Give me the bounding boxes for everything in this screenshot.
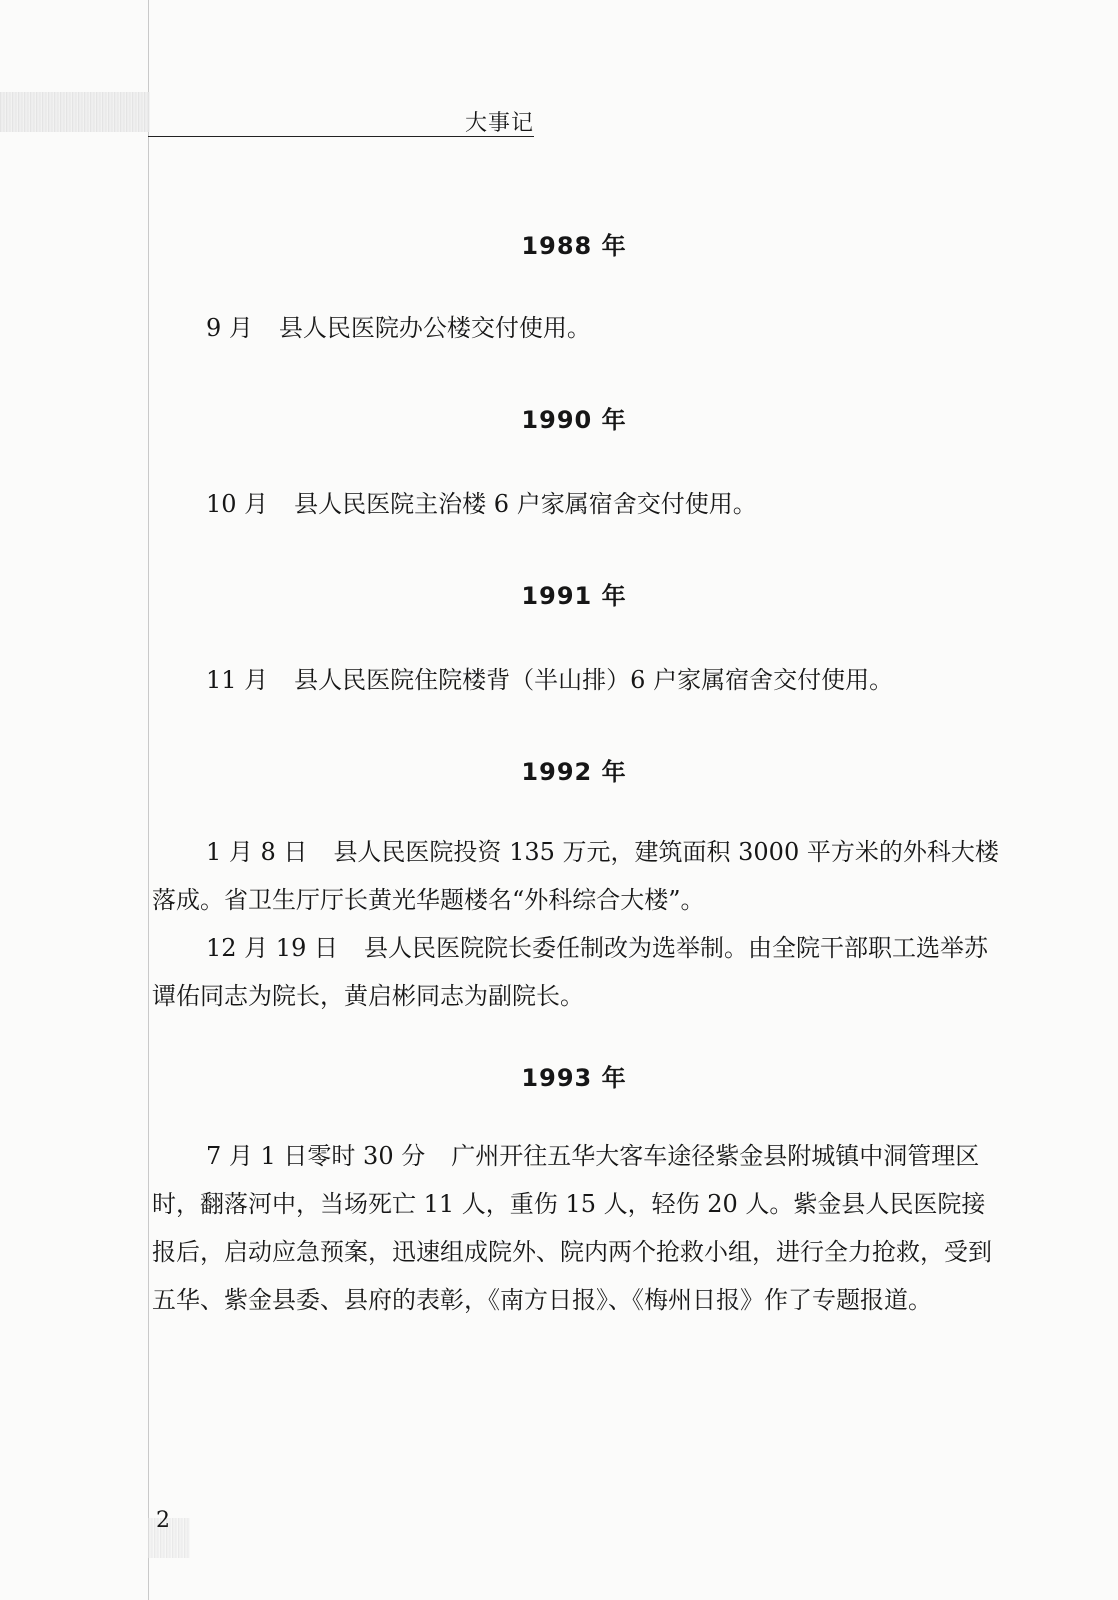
entry-1992-2 [152,924,1000,1020]
entry-1993-1 [152,1132,1000,1324]
scan-artifact [0,92,150,132]
page-number: 2 [156,1508,170,1533]
entry-1991-1 [152,656,1000,704]
entry-date: 7 月 1 日零时 30 分 [206,1142,426,1170]
entry-text: 县人民医院投资 135 万元，建筑面积 3000 平方米的外科大楼落成。省卫生厅厅长黄光华题楼名“外科综合大楼”。 [152,838,999,914]
entry-date: 11 月 [206,666,269,694]
entry-date: 9 月 [206,314,253,342]
running-header-title: 大事记 [464,111,534,136]
entry-date: 10 月 [206,490,269,518]
entry-text: 县人民医院办公楼交付使用。 [278,314,591,342]
entry-1990-1 [152,480,1000,528]
entry-text: 县人民医院主治楼 6 户家属宿舍交付使用。 [294,490,757,518]
entry-text: 县人民医院住院楼背（半山排）6 户家属宿舍交付使用。 [294,666,894,694]
entry-1988-1 [152,304,1000,352]
year-heading-1991: 1991 年 [521,582,627,610]
entry-text: 广州开往五华大客车途径紫金县附城镇中洞管理区时，翻落河中，当场死亡 11 人，重伤 15 人，轻伤 20 人。紫金县人民医院接报后，启动应急预案，迅速组成院外、院内两个抢救小组，进行全力抢救，受到五华、紫金县委、县府的表彰，《南方日报》、《梅州日报》作了专题报道。 [152,1142,992,1314]
year-heading-1988: 1988 年 [521,232,627,260]
year-heading-1990: 1990 年 [521,406,627,434]
year-heading-1992: 1992 年 [521,758,627,786]
entry-date: 12 月 19 日 [206,934,338,962]
running-header [148,104,534,137]
year-heading-1993: 1993 年 [521,1064,627,1092]
entry-date: 1 月 8 日 [206,838,308,866]
entry-text: 县人民医院院长委任制改为选举制。由全院干部职工选举苏谭佑同志为院长，黄启彬同志为副院长。 [152,934,988,1010]
entry-1992-1 [152,828,1000,924]
